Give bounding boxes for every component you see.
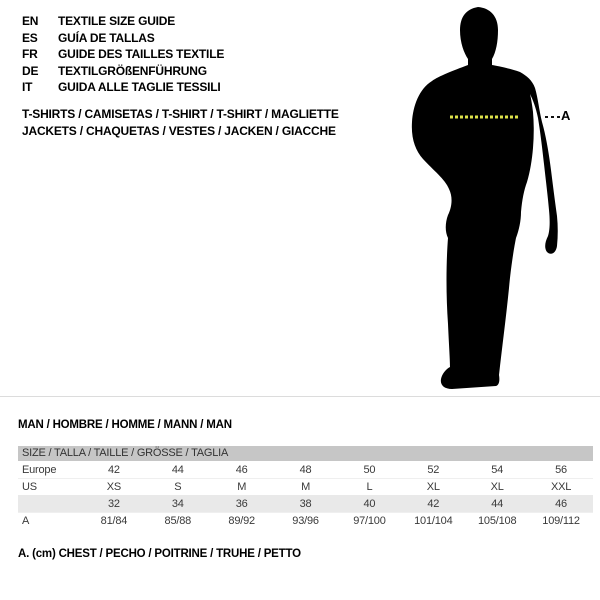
measurement-footnote: A. (cm) CHEST / PECHO / POITRINE / TRUHE / PETTO xyxy=(18,548,301,560)
row-label: A xyxy=(22,515,30,527)
size-cell: L xyxy=(366,481,373,493)
size-cell: 81/84 xyxy=(100,515,128,527)
table-row-chest-a xyxy=(18,512,593,529)
language-code: ES xyxy=(22,30,38,45)
size-cell: 105/108 xyxy=(478,515,517,527)
garment-categories xyxy=(22,106,339,140)
size-cell: 46 xyxy=(235,464,248,476)
table-row-europe xyxy=(18,462,593,478)
size-cell: 89/92 xyxy=(228,515,255,527)
size-cell: XL xyxy=(426,481,440,493)
size-cell: 97/100 xyxy=(353,515,386,527)
table-row-us xyxy=(18,478,593,495)
language-label: TEXTILGRÖßENFÜHRUNG xyxy=(58,63,207,78)
size-cell: 101/104 xyxy=(414,515,453,527)
size-cell: 32 xyxy=(108,498,120,510)
size-cell: 46 xyxy=(555,498,567,510)
size-cell: XS xyxy=(106,481,122,493)
size-cell: M xyxy=(237,481,247,493)
language-label: GUIDE DES TAILLES TEXTILE xyxy=(58,47,225,62)
section-title-man: MAN / HOMBRE / HOMME / MANN / MAN xyxy=(18,419,232,431)
size-table-header: SIZE / TALLA / TAILLE / GRÖSSE / TAGLIA xyxy=(18,446,593,461)
size-cell: 42 xyxy=(427,498,440,510)
language-code: EN xyxy=(22,14,39,28)
size-cell: 54 xyxy=(491,464,504,476)
man-silhouette-figure xyxy=(404,6,576,396)
size-cell: 52 xyxy=(427,464,440,476)
language-code: DE xyxy=(22,63,39,78)
category-jackets: JACKETS / CHAQUETAS / VESTES / JACKEN / GIACCHE xyxy=(22,124,336,138)
size-cell: 42 xyxy=(108,464,120,476)
size-cell: 93/96 xyxy=(292,515,319,527)
row-label: US xyxy=(22,481,37,493)
language-row-it xyxy=(22,79,224,96)
language-code: IT xyxy=(22,80,33,95)
language-label: TEXTILE SIZE GUIDE xyxy=(58,14,176,28)
size-cell: 85/88 xyxy=(164,515,192,527)
size-cell: 44 xyxy=(491,498,504,510)
size-cell: S xyxy=(174,481,182,493)
language-code: FR xyxy=(22,47,38,62)
language-row-es xyxy=(22,30,224,47)
size-table xyxy=(18,446,593,529)
language-row-en xyxy=(22,13,224,30)
size-cell: 48 xyxy=(299,464,312,476)
language-label: GUÍA DE TALLAS xyxy=(58,30,155,45)
size-cell: 50 xyxy=(363,464,376,476)
size-cell: 34 xyxy=(171,498,184,510)
measurement-label-a: A xyxy=(561,108,571,123)
man-silhouette xyxy=(412,7,558,389)
size-cell: XL xyxy=(490,481,504,493)
category-tshirts: T-SHIRTS / CAMISETAS / T-SHIRT / T-SHIRT / MAGLIETTE xyxy=(22,107,339,121)
size-cell: 36 xyxy=(235,498,248,510)
size-cell: 44 xyxy=(171,464,184,476)
language-label: GUIDA ALLE TAGLIE TESSILI xyxy=(58,80,221,95)
size-cell: 109/112 xyxy=(542,515,580,527)
table-row-numeric xyxy=(18,495,593,512)
language-key xyxy=(22,13,224,96)
size-cell: 56 xyxy=(555,464,567,476)
section-divider xyxy=(0,396,600,397)
language-row-fr xyxy=(22,46,224,63)
size-cell: 40 xyxy=(363,498,376,510)
size-cell: M xyxy=(301,481,311,493)
size-cell: XXL xyxy=(550,481,572,493)
row-label: Europe xyxy=(22,464,57,476)
size-cell: 38 xyxy=(299,498,312,510)
language-row-de xyxy=(22,63,224,80)
